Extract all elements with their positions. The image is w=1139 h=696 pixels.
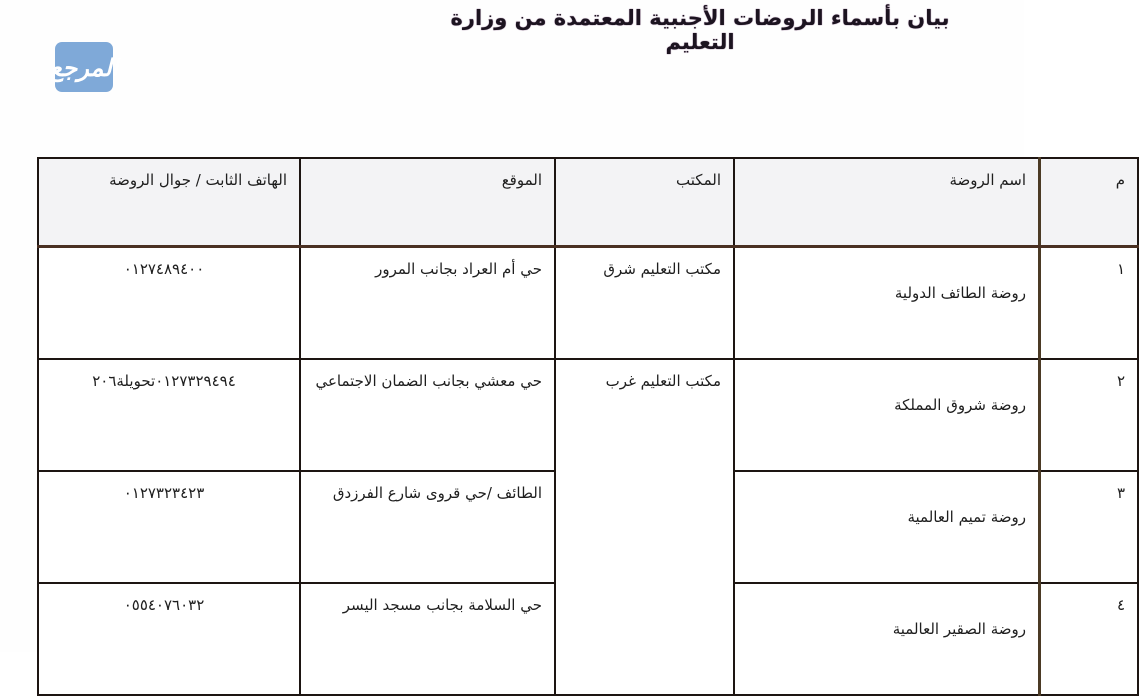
- kindergarten-name: روضة شروق المملكة: [734, 359, 1040, 471]
- header-phone: الهاتف الثابت / جوال الروضة: [38, 158, 300, 247]
- header-name: اسم الروضة: [734, 158, 1040, 247]
- header-location: الموقع: [300, 158, 555, 247]
- phone-cell: ٠٥٥٤٠٧٦٠٣٢: [38, 583, 300, 695]
- row-num: ٤: [1040, 583, 1139, 695]
- row-num: ١: [1040, 247, 1139, 360]
- location-cell: حي أم العراد بجانب المرور: [300, 247, 555, 360]
- row-num: ٢: [1040, 359, 1139, 471]
- table-row: [38, 359, 1138, 471]
- phone-cell: ٠١٢٧٣٢٣٤٢٣: [38, 471, 300, 583]
- header-office: المكتب: [555, 158, 734, 247]
- kindergartens-table: [37, 157, 1139, 696]
- table-header-row: [38, 158, 1138, 247]
- phone-cell: ٠١٢٧٣٢٩٤٩٤تحويلة٢٠٦: [38, 359, 300, 471]
- location-cell: الطائف /حي قروى شارع الفرزدق: [300, 471, 555, 583]
- office-cell: مكتب التعليم شرق: [555, 247, 734, 360]
- table-row: [38, 247, 1138, 360]
- header-num: م: [1040, 158, 1139, 247]
- location-cell: حي السلامة بجانب مسجد اليسر: [300, 583, 555, 695]
- kindergarten-name: روضة الصقير العالمية: [734, 583, 1040, 695]
- site-logo-icon: [49, 42, 119, 92]
- kindergarten-name: روضة تميم العالمية: [734, 471, 1040, 583]
- kindergarten-name: روضة الطائف الدولية: [734, 247, 1040, 360]
- document-title: بيان بأسماء الروضات الأجنبية المعتمدة من وزارة التعليم: [450, 6, 950, 54]
- row-num: ٣: [1040, 471, 1139, 583]
- office-cell-merged: مكتب التعليم غرب: [555, 359, 734, 695]
- logo-text: المرجع: [49, 52, 119, 82]
- phone-cell: ٠١٢٧٤٨٩٤٠٠: [38, 247, 300, 360]
- location-cell: حي معشي بجانب الضمان الاجتماعي: [300, 359, 555, 471]
